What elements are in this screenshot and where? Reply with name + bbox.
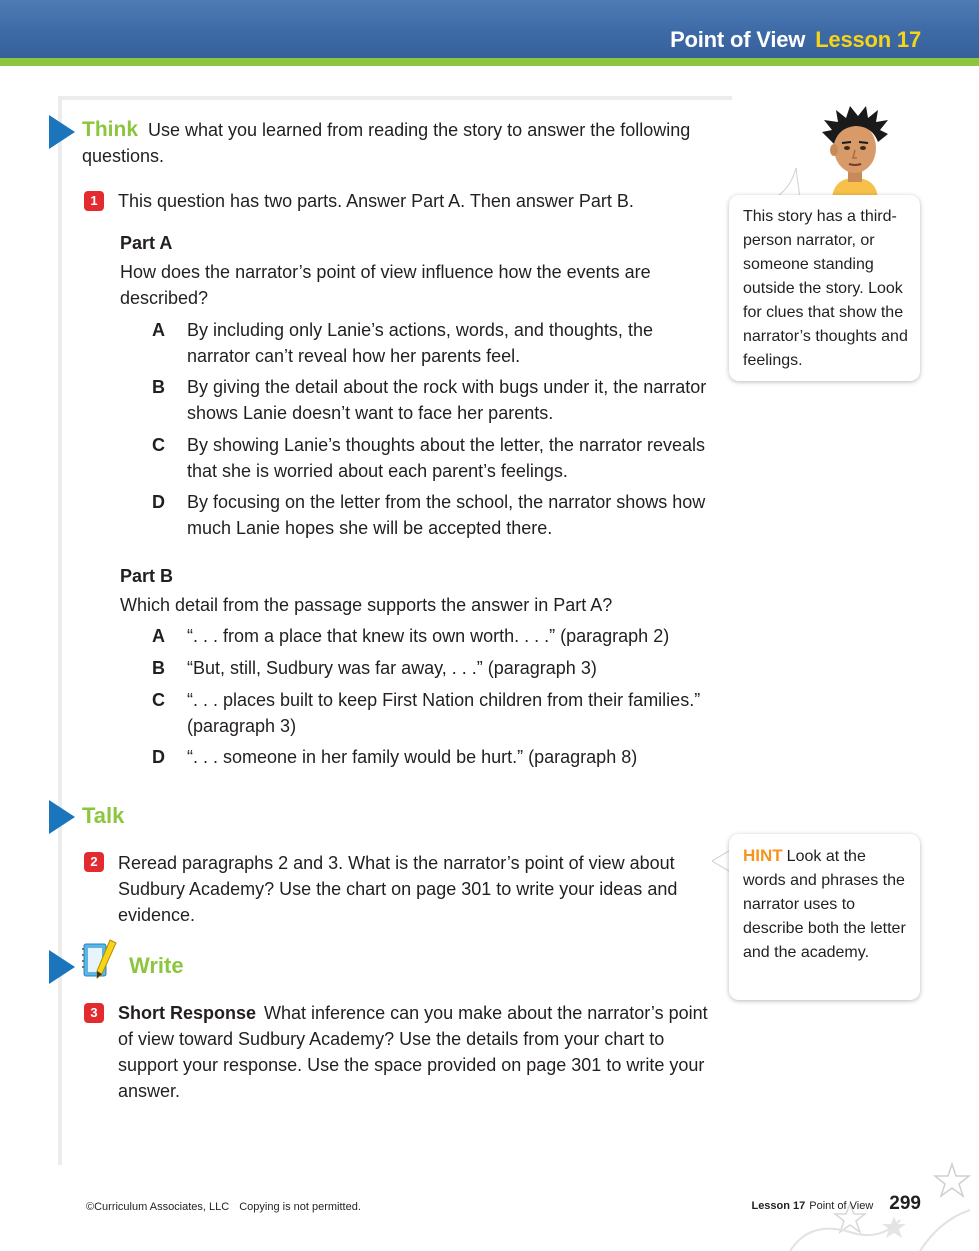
part-b-question: Which detail from the passage supports the answer in Part A? xyxy=(120,595,613,615)
option-text: By giving the detail about the rock with bugs under it, the narrator shows Lanie doesn’t want to face her parents. xyxy=(187,377,707,423)
talk-heading: Talk xyxy=(82,803,125,828)
option-text: “. . . places built to keep First Nation children from their families.” (paragraph 3) xyxy=(187,690,701,736)
part-a-label: Part A xyxy=(120,233,173,253)
option-letter: A xyxy=(152,320,165,340)
option-text: “. . . someone in her family would be hurt.” (paragraph 8) xyxy=(187,747,638,767)
footer-page-info xyxy=(751,1193,921,1215)
footer-notice: Copying is not permitted. xyxy=(239,1201,361,1213)
hint-content xyxy=(729,834,920,975)
write-heading: Write xyxy=(129,953,184,978)
footer-topic: Point of View xyxy=(809,1200,874,1212)
footer-copyright xyxy=(86,1201,361,1213)
header-lesson: Lesson 17 xyxy=(815,27,921,52)
option-letter: D xyxy=(152,747,165,767)
header-stripe xyxy=(0,58,979,66)
option-text: “But, still, Sudbury was far away, . . .” (paragraph 3) xyxy=(187,658,597,678)
narrator-tip-box xyxy=(729,195,920,381)
notebook-pencil-icon xyxy=(80,938,120,984)
question-1-prompt: This question has two parts. Answer Part A. Then answer Part B. xyxy=(118,191,634,211)
hint-text: Look at the words and phrases the narrator uses to describe both the letter and the academy. xyxy=(743,848,906,961)
option-letter: B xyxy=(152,658,165,678)
option-letter: B xyxy=(152,377,165,397)
option-text: “. . . from a place that knew its own worth. . . .” (paragraph 2) xyxy=(187,626,670,646)
question-3 xyxy=(118,1000,713,1104)
question-2-text: Reread paragraphs 2 and 3. What is the narrator’s point of view about Sudbury Academy? Use the chart on page 301 to write your ideas and evidence. xyxy=(118,853,678,925)
talk-flag-icon xyxy=(49,800,75,834)
option-letter: C xyxy=(152,435,165,455)
think-flag-icon xyxy=(49,115,75,149)
option-text: By showing Lanie’s thoughts about the letter, the narrator reveals that she is worried about each parent’s feelings. xyxy=(187,435,705,481)
question-3-label: Short Response xyxy=(118,1003,257,1023)
footer-copyright-text: ©Curriculum Associates, LLC xyxy=(86,1201,230,1213)
hint-box xyxy=(729,834,920,1000)
option-text: By focusing on the letter from the school, the narrator shows how much Lanie hopes she will be accepted there. xyxy=(187,492,706,538)
question-2-number: 2 xyxy=(84,852,104,872)
header-topic: Point of View xyxy=(670,27,806,52)
think-intro xyxy=(82,117,722,169)
think-intro-text: Use what you learned from reading the story to answer the following questions. xyxy=(82,120,691,166)
option-text: By including only Lanie’s actions, words, and thoughts, the narrator can’t reveal how her parents feel. xyxy=(187,320,653,366)
footer-lesson-label: Lesson 17 xyxy=(751,1200,806,1212)
think-heading: Think xyxy=(82,118,138,141)
hint-label: HINT xyxy=(743,846,783,865)
page-number: 299 xyxy=(889,1193,921,1214)
question-1-number: 1 xyxy=(84,191,104,211)
header-title xyxy=(670,27,921,53)
part-a-question: How does the narrator’s point of view influence how the events are described? xyxy=(120,262,651,308)
option-letter: A xyxy=(152,626,165,646)
write-flag-icon xyxy=(49,950,75,984)
narrator-tip-text: This story has a third-person narrator, or someone standing outside the story. Look for clues that show the narrator’s thoughts and feelings. xyxy=(743,208,908,369)
option-letter: C xyxy=(152,690,165,710)
question-3-text: What inference can you make about the narrator’s point of view toward Sudbury Academy? Use the details from your chart to support your response. Use the space provided on page 301 to write your answer. xyxy=(118,1003,708,1101)
student-character-icon xyxy=(812,102,898,198)
part-b-label: Part B xyxy=(120,566,174,586)
option-letter: D xyxy=(152,492,165,512)
question-3-number: 3 xyxy=(84,1003,104,1023)
